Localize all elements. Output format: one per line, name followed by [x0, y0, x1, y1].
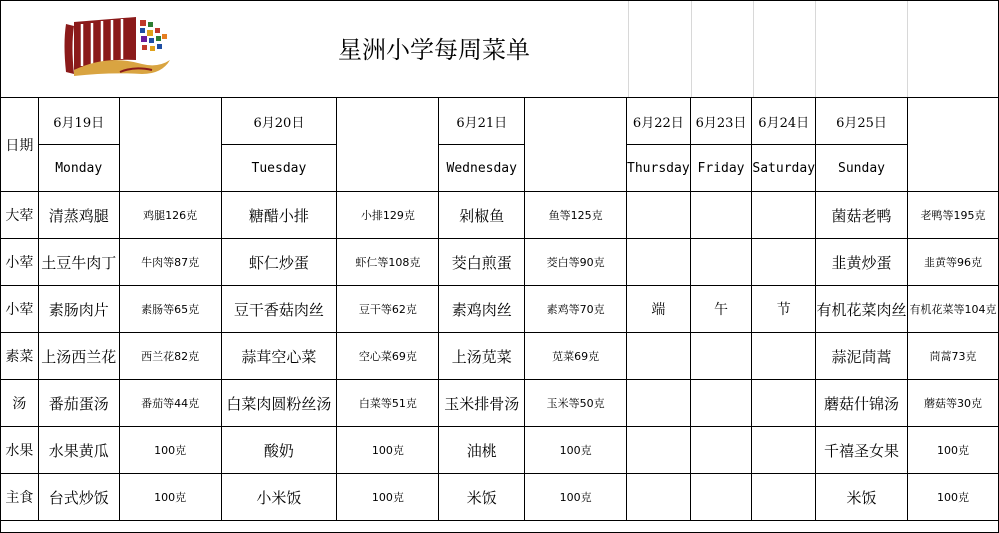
- row-label: 大荤: [1, 192, 39, 239]
- page-title: 星洲小学每周菜单: [338, 36, 530, 64]
- dish-quantity: 鱼等125克: [525, 192, 627, 239]
- blank-cell: [119, 98, 221, 192]
- dish-quantity: 虾仁等108克: [337, 239, 439, 286]
- day-date: 6月20日: [221, 98, 337, 145]
- menu-row: [1, 286, 999, 333]
- day-weekday: Friday: [690, 145, 752, 192]
- dish-name: 千禧圣女果: [816, 427, 908, 474]
- blank-cell: [627, 427, 691, 474]
- dish-name: 蒜茸空心菜: [221, 333, 337, 380]
- blank-cell: [627, 333, 691, 380]
- day-date: 6月25日: [816, 98, 908, 145]
- row-label: 日期: [1, 98, 39, 192]
- dish-quantity: 100克: [119, 427, 221, 474]
- row-label: 素菜: [1, 333, 39, 380]
- row-label: 小荤: [1, 239, 39, 286]
- dish-quantity: 有机花菜等104克: [908, 286, 999, 333]
- blank-cell: [627, 192, 691, 239]
- dish-quantity: 番茄等44克: [119, 380, 221, 427]
- dish-quantity: 100克: [908, 427, 999, 474]
- dish-quantity: 牛肉等87克: [119, 239, 221, 286]
- dish-quantity: 100克: [525, 474, 627, 521]
- blank-cell: [337, 98, 439, 192]
- dish-quantity: 茭白等90克: [525, 239, 627, 286]
- menu-row: [1, 380, 999, 427]
- dish-name: 蘑菇什锦汤: [816, 380, 908, 427]
- dish-quantity: 豆干等62克: [337, 286, 439, 333]
- dish-quantity: 100克: [337, 427, 439, 474]
- dish-name: 茭白煎蛋: [439, 239, 525, 286]
- day-weekday: Wednesday: [439, 145, 525, 192]
- menu-row: [1, 333, 999, 380]
- dish-name: 上汤西兰花: [38, 333, 119, 380]
- blank-cell: [690, 239, 752, 286]
- menu-title-area: [0, 0, 999, 98]
- day-date: 6月24日: [752, 98, 816, 145]
- row-label: 水果: [1, 427, 39, 474]
- dish-name: 韭黄炒蛋: [816, 239, 908, 286]
- weekly-menu-table: [0, 97, 999, 521]
- dish-name: 糖醋小排: [221, 192, 337, 239]
- dish-quantity: 100克: [119, 474, 221, 521]
- menu-row: [1, 427, 999, 474]
- dish-name: 豆干香菇肉丝: [221, 286, 337, 333]
- dish-quantity: 西兰花82克: [119, 333, 221, 380]
- blank-cell: [690, 192, 752, 239]
- blank-cell: [752, 239, 816, 286]
- menu-row: [1, 239, 999, 286]
- dish-name: 素肠肉片: [38, 286, 119, 333]
- dish-quantity: 白菜等51克: [337, 380, 439, 427]
- blank-cell: [690, 333, 752, 380]
- blank-cell: [752, 427, 816, 474]
- blank-cell: [690, 380, 752, 427]
- dish-name: 剁椒鱼: [439, 192, 525, 239]
- header-date-row: [1, 98, 999, 145]
- holiday-char: 端: [627, 286, 691, 333]
- blank-cell: [752, 474, 816, 521]
- dish-quantity: 100克: [525, 427, 627, 474]
- day-weekday: Thursday: [627, 145, 691, 192]
- blank-cell: [690, 427, 752, 474]
- row-label: 主食: [1, 474, 39, 521]
- dish-name: 米饭: [816, 474, 908, 521]
- day-date: 6月21日: [439, 98, 525, 145]
- dish-quantity: 鸡腿126克: [119, 192, 221, 239]
- dish-name: 菌菇老鸭: [816, 192, 908, 239]
- dish-name: 白菜肉圆粉丝汤: [221, 380, 337, 427]
- dish-name: 素鸡肉丝: [439, 286, 525, 333]
- dish-name: 上汤苋菜: [439, 333, 525, 380]
- holiday-char: 节: [752, 286, 816, 333]
- day-date: 6月19日: [38, 98, 119, 145]
- dish-quantity: 老鸭等195克: [908, 192, 999, 239]
- blank-cell: [752, 380, 816, 427]
- day-date: 6月23日: [690, 98, 752, 145]
- day-date: 6月22日: [627, 98, 691, 145]
- dish-quantity: 素肠等65克: [119, 286, 221, 333]
- dish-quantity: 玉米等50克: [525, 380, 627, 427]
- dish-name: 油桃: [439, 427, 525, 474]
- day-weekday: Sunday: [816, 145, 908, 192]
- menu-row: [1, 192, 999, 239]
- dish-quantity: 100克: [908, 474, 999, 521]
- blank-cell: [752, 192, 816, 239]
- dish-quantity: 素鸡等70克: [525, 286, 627, 333]
- day-weekday: Tuesday: [221, 145, 337, 192]
- blank-cell: [627, 474, 691, 521]
- dish-name: 番茄蛋汤: [38, 380, 119, 427]
- dish-name: 米饭: [439, 474, 525, 521]
- dish-name: 台式炒饭: [38, 474, 119, 521]
- dish-name: 小米饭: [221, 474, 337, 521]
- dish-name: 土豆牛肉丁: [38, 239, 119, 286]
- dish-name: 蒜泥茼蒿: [816, 333, 908, 380]
- dish-name: 清蒸鸡腿: [38, 192, 119, 239]
- menu-row: [1, 474, 999, 521]
- dish-quantity: 蘑菇等30克: [908, 380, 999, 427]
- row-label: 汤: [1, 380, 39, 427]
- dish-quantity: 空心菜69克: [337, 333, 439, 380]
- blank-cell: [627, 380, 691, 427]
- dish-quantity: 小排129克: [337, 192, 439, 239]
- dish-name: 酸奶: [221, 427, 337, 474]
- blank-cell: [690, 474, 752, 521]
- dish-quantity: 茼蒿73克: [908, 333, 999, 380]
- dish-quantity: 100克: [337, 474, 439, 521]
- dish-name: 水果黄瓜: [38, 427, 119, 474]
- holiday-char: 午: [690, 286, 752, 333]
- blank-cell: [627, 239, 691, 286]
- dish-name: 虾仁炒蛋: [221, 239, 337, 286]
- blank-cell: [525, 98, 627, 192]
- day-weekday: Monday: [38, 145, 119, 192]
- day-weekday: Saturday: [752, 145, 816, 192]
- dish-quantity: 韭黄等96克: [908, 239, 999, 286]
- dish-name: 玉米排骨汤: [439, 380, 525, 427]
- blank-cell: [908, 98, 999, 192]
- dish-name: 有机花菜肉丝: [816, 286, 908, 333]
- dish-quantity: 苋菜69克: [525, 333, 627, 380]
- blank-cell: [752, 333, 816, 380]
- row-label: 小荤: [1, 286, 39, 333]
